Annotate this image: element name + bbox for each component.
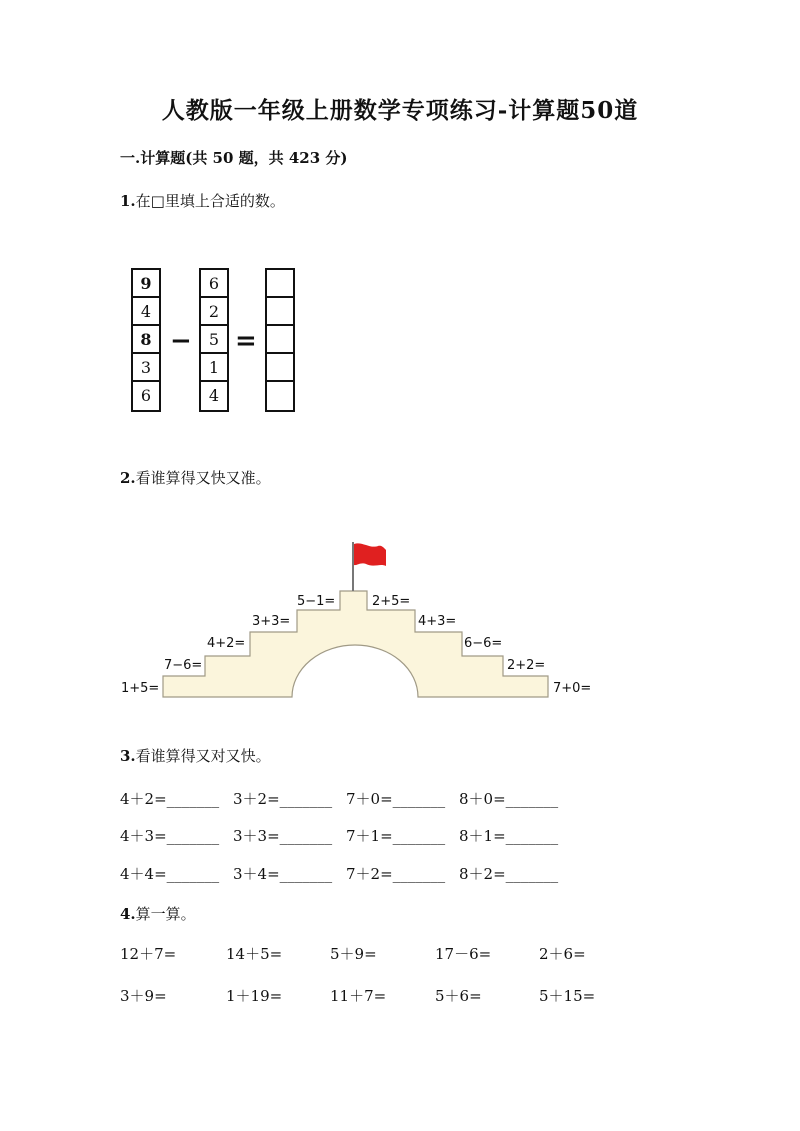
stair-label: 2+2= [507, 658, 546, 673]
exercise-item[interactable]: 4＋4=_______ [120, 865, 220, 883]
exercise-item[interactable]: 8＋2=_______ [459, 865, 559, 883]
question-2 [120, 467, 271, 488]
stair-label: 6−6= [464, 636, 503, 651]
stair-label: 4+2= [207, 636, 246, 651]
stair-label: 4+3= [418, 614, 457, 629]
exercise-item[interactable]: 5＋9= [330, 945, 377, 963]
answer-box[interactable] [267, 298, 293, 326]
exercise-item[interactable]: 2＋6= [539, 945, 586, 963]
question-number: 2. [120, 469, 136, 487]
question-4 [120, 903, 196, 924]
exercise-item[interactable]: 17－6= [435, 945, 492, 963]
exercise-item[interactable]: 8＋1=_______ [459, 827, 559, 845]
answer-column [265, 268, 295, 412]
stair-label: 2+5= [372, 594, 411, 609]
stair-label: 3+3= [252, 614, 291, 629]
digit-cell: 3 [133, 354, 159, 382]
answer-box[interactable] [267, 354, 293, 382]
question-text: 看谁算得又对又快。 [135, 747, 271, 765]
stair-label: 7−6= [164, 658, 203, 673]
stair-label: 5−1= [297, 594, 336, 609]
minuend-column [131, 268, 161, 412]
question-text: 算一算。 [135, 905, 196, 923]
exercise-item[interactable]: 3＋2=_______ [233, 790, 333, 808]
digit-cell: 1 [201, 354, 227, 382]
equals-sign: = [235, 326, 257, 356]
question-1 [120, 190, 285, 211]
question-text: 看谁算得又快又准。 [135, 469, 271, 487]
exercise-item[interactable]: 4＋3=_______ [120, 827, 220, 845]
answer-box[interactable] [267, 270, 293, 298]
digit-cell: 4 [133, 298, 159, 326]
exercise-item[interactable]: 3＋3=_______ [233, 827, 333, 845]
digit-cell: 9 [133, 270, 159, 298]
page-title: 人教版一年级上册数学专项练习-计算题50道 [161, 97, 639, 124]
exercise-item[interactable]: 5＋6= [435, 987, 482, 1005]
exercise-item[interactable]: 14＋5= [226, 945, 283, 963]
question-number: 1. [120, 192, 136, 210]
question-text: 在□里填上合适的数。 [135, 192, 285, 210]
subtrahend-column [199, 268, 229, 412]
exercise-item[interactable]: 1＋19= [226, 987, 283, 1005]
answer-box[interactable] [267, 382, 293, 410]
exercise-item[interactable]: 7＋2=_______ [346, 865, 446, 883]
digit-cell: 5 [201, 326, 227, 354]
exercise-item[interactable]: 3＋9= [120, 987, 167, 1005]
exercise-item[interactable]: 12＋7= [120, 945, 177, 963]
exercise-item[interactable]: 11＋7= [330, 987, 387, 1005]
exercise-item[interactable]: 3＋4=_______ [233, 865, 333, 883]
exercise-item[interactable]: 5＋15= [539, 987, 596, 1005]
section-heading: 一.计算题(共 50 题，共 423 分) [120, 149, 348, 167]
stair-label: 7+0= [553, 681, 592, 696]
question-number: 3. [120, 747, 136, 765]
staircase-illustration [0, 530, 800, 710]
exercise-item[interactable]: 4＋2=_______ [120, 790, 220, 808]
stair-label: 1+5= [121, 681, 160, 696]
exercise-item[interactable]: 7＋1=_______ [346, 827, 446, 845]
answer-box[interactable] [267, 326, 293, 354]
digit-cell: 2 [201, 298, 227, 326]
digit-cell: 8 [133, 326, 159, 354]
flag-icon [354, 543, 386, 566]
question-3 [120, 745, 271, 766]
question-number: 4. [120, 905, 136, 923]
digit-cell: 4 [208, 386, 220, 405]
exercise-item[interactable]: 8＋0=_______ [459, 790, 559, 808]
minus-sign: − [170, 326, 192, 356]
digit-cell: 6 [201, 270, 227, 298]
exercise-item[interactable]: 7＋0=_______ [346, 790, 446, 808]
digit-cell: 6 [140, 386, 152, 405]
